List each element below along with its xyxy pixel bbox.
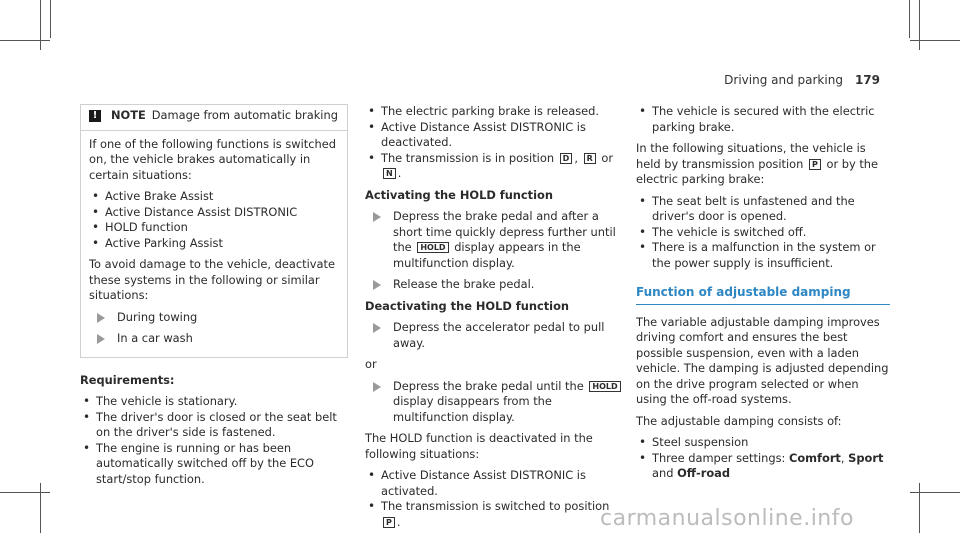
requirements-list <box>80 394 348 487</box>
crop-mark <box>50 0 51 38</box>
crop-mark <box>919 0 920 50</box>
list-item: • The vehicle is switched off. <box>636 225 890 241</box>
list-item: • HOLD function <box>89 220 339 236</box>
hold-icon: HOLD <box>417 242 448 253</box>
held-text: In the following situations, the vehicle is held by transmission position <box>636 141 866 171</box>
list-item: • Active Distance Assist DISTRONIC <box>89 205 339 221</box>
park-key: P <box>383 517 395 528</box>
list-item: • Active Distance Assist DISTRONIC is deactivated. <box>365 120 625 151</box>
list-item: • The driver's door is closed or the seat belt on the driver's side is fastened. <box>80 410 348 441</box>
list-item: • The engine is running or has been automatically switched off by the ECO start/stop function. <box>80 441 348 488</box>
setting-offroad: Off-road <box>677 466 730 480</box>
step-text-part: Depress the brake pedal and after a short time quickly depress further until the <box>393 209 616 254</box>
list-item: • Active Parking Assist <box>89 236 339 252</box>
arrow-icon <box>373 212 381 222</box>
park-key: P <box>809 159 821 170</box>
step-text: Depress the accelerator pedal to pull away. <box>393 320 605 350</box>
step-text-part: Depress the brake pedal until the <box>393 378 584 393</box>
gear-n-key: N <box>383 168 396 179</box>
requirements-list-cont <box>365 104 625 182</box>
list-item <box>365 151 625 182</box>
or-text: or <box>365 357 377 371</box>
list-text: The transmission is switched to position <box>381 499 610 513</box>
held-text: or by the electric parking brake: <box>636 156 879 186</box>
list-item: • Active Brake Assist <box>89 189 339 205</box>
list-item: • The vehicle is stationary. <box>80 394 348 410</box>
damping-consists: The adjustable damping consists of: <box>636 413 842 428</box>
crop-mark <box>0 40 50 41</box>
page-header <box>724 73 880 87</box>
list-item: • The electric parking brake is released. <box>365 104 625 120</box>
list-item: • There is a malfunction in the system or the power supply is insufficient. <box>636 240 890 271</box>
setting-comfort: Comfort <box>788 450 841 465</box>
gear-or: or <box>601 150 614 165</box>
list-item: • Active Distance Assist DISTRONIC is activated. <box>365 468 625 499</box>
deactivating-heading: Deactivating the HOLD function <box>365 298 570 313</box>
crop-mark <box>40 0 41 50</box>
requirements-heading: Requirements: <box>80 372 175 387</box>
column-right <box>636 104 890 488</box>
held-paragraph <box>636 141 890 188</box>
warning-icon: ! <box>89 110 101 122</box>
list-comma: , <box>840 450 845 465</box>
crop-mark <box>0 492 50 493</box>
step-text-part: display disappears from the multifunction display. <box>393 394 552 424</box>
crop-mark <box>919 483 920 533</box>
step <box>365 320 625 351</box>
section-heading: Function of adjustable damping <box>636 285 890 305</box>
note-header <box>81 105 347 131</box>
step-text <box>393 209 625 271</box>
watermark: carmanualsonline.info <box>600 506 854 531</box>
list-item <box>636 451 890 482</box>
step-text: During towing <box>117 309 198 324</box>
column-middle <box>365 104 625 536</box>
step <box>365 209 625 271</box>
step-text: In a car wash <box>117 331 193 345</box>
list-item: • The seat belt is unfastened and the driver's door is opened. <box>636 194 890 225</box>
crop-mark <box>910 40 960 41</box>
note-box <box>80 104 348 358</box>
held-list <box>636 194 890 272</box>
note-title: NOTE <box>111 108 146 122</box>
arrow-icon <box>97 334 105 344</box>
arrow-icon <box>373 280 381 290</box>
deactivation-list-cont <box>636 104 890 135</box>
crop-mark <box>40 483 41 533</box>
gear-text: The transmission is in position <box>381 150 555 165</box>
crop-mark <box>910 492 960 493</box>
note-subtitle: Damage from automatic braking <box>151 108 338 122</box>
deactivation-intro: The HOLD function is deactivated in the following situations: <box>365 431 593 461</box>
gear-end: . <box>397 166 402 180</box>
deactivation-list <box>365 468 625 530</box>
gear-r-key: R <box>584 153 596 164</box>
step-text <box>393 379 625 426</box>
setting-sport: Sport <box>848 450 884 465</box>
step <box>89 310 339 326</box>
list-item: • The vehicle is secured with the electric parking brake. <box>636 104 890 135</box>
note-body <box>81 131 347 357</box>
hold-icon: HOLD <box>589 381 620 392</box>
note-avoid: To avoid damage to the vehicle, deactivate these systems in the following or similar situations: <box>89 257 335 302</box>
function-list <box>89 189 339 251</box>
list-item <box>365 499 625 530</box>
step-text: Release the brake pedal. <box>393 277 535 291</box>
activating-heading: Activating the HOLD function <box>365 187 553 202</box>
gear-separator: , <box>574 150 578 165</box>
step <box>365 277 625 293</box>
arrow-icon <box>373 323 381 333</box>
list-end: . <box>396 514 401 529</box>
crop-mark <box>909 0 910 38</box>
damping-list <box>636 435 890 482</box>
step-text-part: display appears in the multifunction display. <box>393 240 581 270</box>
note-intro: If one of the following functions is switched on, the vehicle brakes automatically in certain situations: <box>89 136 336 182</box>
damping-paragraph: The variable adjustable damping improves driving comfort and ensures the best possible suspension, even with a laden vehicle. The damping is adjusted depending on the drive program selected or when using the off-road systems. <box>636 314 889 406</box>
list-and: and <box>652 466 674 480</box>
list-text: Three damper settings: <box>652 450 786 465</box>
page-number: 179 <box>854 73 880 87</box>
list-item: • Steel suspension <box>636 435 890 451</box>
arrow-icon <box>373 382 381 392</box>
column-left <box>80 104 348 493</box>
step <box>365 379 625 426</box>
header-section: Driving and parking <box>724 73 843 87</box>
gear-d-key: D <box>560 153 573 164</box>
arrow-icon <box>97 313 105 323</box>
step <box>89 331 339 347</box>
